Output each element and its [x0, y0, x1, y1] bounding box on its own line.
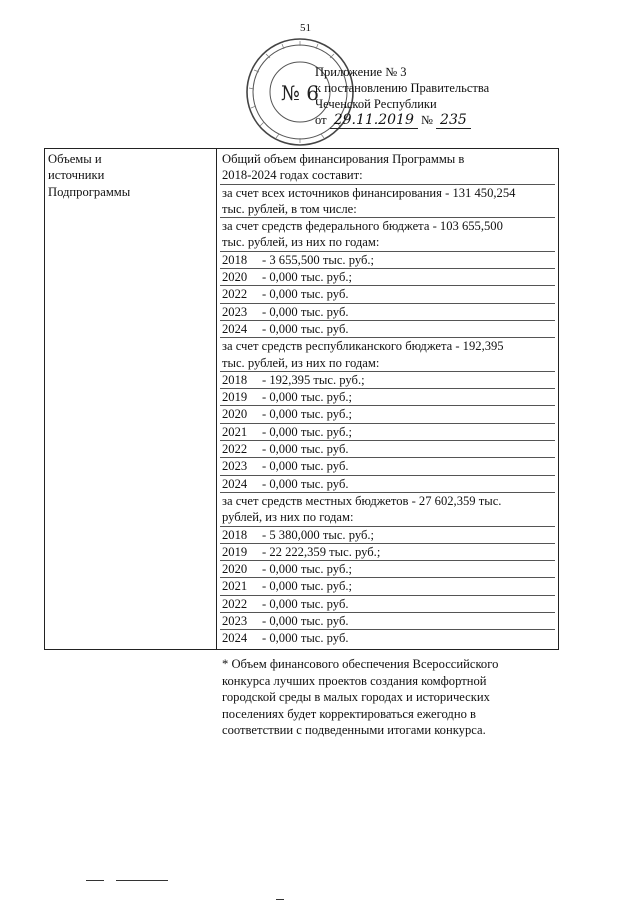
year-label: 2022: [222, 287, 248, 302]
total-line: тыс. рублей, в том числе:: [222, 201, 357, 216]
year-amount: - 0,000 тыс. руб.;: [262, 407, 352, 422]
year-row: [220, 543, 555, 560]
year-label: 2024: [222, 321, 248, 336]
year-amount: - 5 380,000 тыс. руб.;: [262, 527, 375, 542]
year-amount: - 0,000 тыс. руб.: [262, 459, 349, 474]
page-number: 51: [300, 22, 311, 34]
year-label: 2020: [222, 407, 248, 422]
year-amount: - 0,000 тыс. руб.;: [262, 579, 352, 594]
republic-line: Чеченской Республики: [315, 97, 437, 111]
intro-line: 2018-2024 годах составит:: [222, 168, 363, 183]
footnote-line: * Объем финансового обеспечения Всероссийского: [222, 657, 499, 671]
scan-artifact: [116, 880, 168, 881]
year-amount: - 3 655,500 тыс. руб.;: [262, 252, 375, 267]
section-label-line: источники: [48, 168, 105, 183]
year-row: [220, 526, 555, 543]
year-row: [220, 371, 555, 388]
year-label: 2023: [222, 614, 248, 629]
section-label-line: Объемы и: [48, 152, 102, 166]
year-row: [220, 440, 555, 457]
footnote-line: поселениях будет корректироваться ежегодно в: [222, 706, 476, 721]
number-handwritten: 235: [436, 112, 471, 129]
year-row: [220, 577, 555, 594]
year-row: [220, 560, 555, 577]
year-label: 2018: [222, 372, 248, 387]
republic-heading: тыс. рублей, из них по годам:: [222, 355, 380, 370]
section-label-cell: [45, 149, 217, 650]
scan-artifact: [276, 899, 284, 900]
year-amount: - 0,000 тыс. руб.: [262, 442, 349, 457]
year-label: 2023: [222, 459, 248, 474]
local-heading: рублей, из них по годам:: [222, 510, 354, 525]
year-row: [220, 457, 555, 474]
resolution-line: к постановлению Правительства: [315, 81, 490, 95]
year-row: [220, 285, 555, 302]
table-row: [45, 149, 559, 650]
federal-heading: за счет средств федерального бюджета - 103 655,500: [220, 217, 555, 234]
year-label: 2022: [222, 442, 248, 457]
year-row: [220, 268, 555, 285]
year-row: [220, 612, 555, 629]
year-amount: - 22 222,359 тыс. руб.;: [262, 544, 381, 559]
year-label: 2019: [222, 544, 248, 559]
year-row: [220, 423, 555, 440]
year-amount: - 0,000 тыс. руб.;: [262, 270, 352, 285]
footnote-line: соответствии с подведенными итогами конкурса.: [222, 723, 486, 737]
intro-line: Общий объем финансирования Программы в: [222, 152, 465, 166]
year-amount: - 192,395 тыс. руб.;: [262, 372, 365, 387]
year-label: 2022: [222, 596, 248, 611]
date-handwritten: 29.11.2019: [330, 112, 418, 129]
year-label: 2021: [222, 424, 248, 439]
appendix-title: Приложение № 3: [315, 65, 407, 79]
year-amount: - 0,000 тыс. руб.;: [262, 562, 352, 577]
number-label: №: [420, 113, 433, 127]
funding-details-cell: [217, 149, 559, 650]
year-label: 2018: [222, 252, 248, 267]
date-number-line: [315, 112, 489, 129]
year-label: 2023: [222, 304, 248, 319]
year-amount: - 0,000 тыс. руб.: [262, 476, 349, 491]
year-amount: - 0,000 тыс. руб.;: [262, 424, 352, 439]
section-label-line: Подпрограммы: [48, 184, 131, 199]
footnote-line: конкурса лучших проектов создания комфортной: [222, 673, 487, 688]
year-label: 2020: [222, 562, 248, 577]
year-label: 2018: [222, 527, 248, 542]
footnote-line: городской среды в малых городах и исторических: [222, 690, 490, 704]
year-label: 2020: [222, 270, 248, 285]
year-row: [220, 629, 555, 646]
year-label: 2024: [222, 631, 248, 646]
year-label: 2021: [222, 579, 248, 594]
year-row: [220, 251, 555, 268]
year-amount: - 0,000 тыс. руб.: [262, 321, 349, 336]
local-heading: за счет средств местных бюджетов - 27 602,359 тыс.: [220, 492, 555, 509]
date-prefix: от: [315, 113, 327, 127]
year-label: 2019: [222, 390, 248, 405]
year-row: [220, 405, 555, 422]
federal-heading: тыс. рублей, из них по годам:: [222, 235, 380, 250]
year-amount: - 0,000 тыс. руб.: [262, 304, 349, 319]
footnote: [222, 656, 522, 739]
year-amount: - 0,000 тыс. руб.;: [262, 390, 352, 405]
year-amount: - 0,000 тыс. руб.: [262, 596, 349, 611]
year-label: 2024: [222, 476, 248, 491]
seal-number: № 6: [280, 81, 320, 105]
total-line: за счет всех источников финансирования - 131 450,254: [220, 184, 555, 201]
year-row: [220, 595, 555, 612]
year-amount: - 0,000 тыс. руб.: [262, 631, 349, 646]
year-row: [220, 303, 555, 320]
year-row: [220, 475, 555, 492]
republic-heading: за счет средств республиканского бюджета - 192,395: [220, 337, 555, 354]
year-amount: - 0,000 тыс. руб.: [262, 614, 349, 629]
appendix-header: [315, 64, 489, 129]
scan-artifact: [86, 880, 104, 881]
funding-table: [44, 148, 559, 650]
year-row: [220, 388, 555, 405]
year-amount: - 0,000 тыс. руб.: [262, 287, 349, 302]
year-row: [220, 320, 555, 337]
